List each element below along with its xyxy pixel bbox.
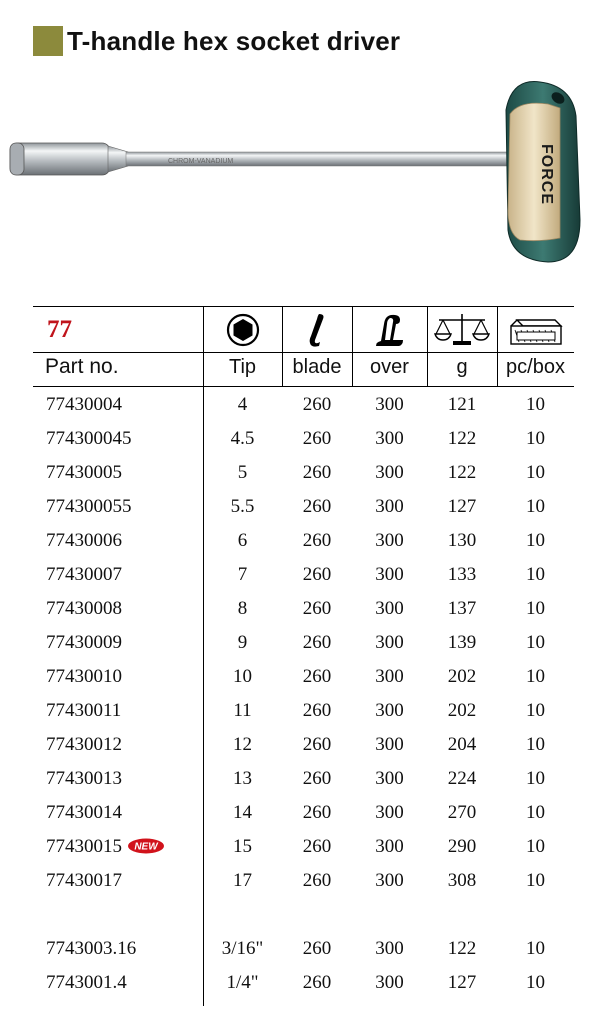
cell-pcbox: 10 bbox=[526, 700, 545, 721]
cell-part-no bbox=[46, 592, 216, 626]
table-row bbox=[33, 660, 574, 694]
part-number: 77430006 bbox=[46, 530, 122, 551]
cell-g: 133 bbox=[447, 564, 477, 585]
cell-pcbox: 10 bbox=[526, 496, 545, 517]
cell-part-no bbox=[46, 524, 216, 558]
cell-over: 300 bbox=[375, 938, 404, 959]
cell-pcbox: 10 bbox=[526, 802, 545, 823]
cell-blade: 260 bbox=[302, 394, 332, 415]
cell-tip: 4.5 bbox=[230, 428, 255, 449]
part-number: 77430015 bbox=[46, 836, 122, 857]
cell-pcbox: 10 bbox=[526, 428, 545, 449]
cell-g: 204 bbox=[447, 734, 477, 755]
table-row bbox=[33, 456, 574, 490]
cell-pcbox: 10 bbox=[526, 598, 545, 619]
cell-blade: 260 bbox=[302, 632, 332, 653]
cell-blade: 260 bbox=[302, 564, 332, 585]
part-number: 77430011 bbox=[46, 700, 122, 721]
part-number: 77430005 bbox=[46, 462, 122, 483]
table-row bbox=[33, 830, 574, 864]
cell-over: 300 bbox=[375, 802, 404, 823]
cell-tip: 12 bbox=[233, 734, 252, 755]
cell-part-no bbox=[46, 830, 216, 864]
scale-weight-icon bbox=[427, 311, 497, 349]
cell-part-no bbox=[46, 932, 216, 966]
part-number: 77430004 bbox=[46, 394, 122, 415]
part-number: 77430017 bbox=[46, 870, 122, 891]
new-badge-label: NEW bbox=[134, 841, 158, 853]
part-number: 774300055 bbox=[46, 496, 132, 517]
cell-g: 122 bbox=[447, 462, 477, 483]
header-blade: blade bbox=[292, 356, 342, 378]
table-header-rule bbox=[33, 352, 574, 353]
cell-g: 308 bbox=[447, 870, 477, 891]
cell-pcbox: 10 bbox=[526, 870, 545, 891]
cell-over: 300 bbox=[375, 394, 404, 415]
cell-g: 270 bbox=[447, 802, 477, 823]
table-row bbox=[33, 932, 574, 966]
title-row bbox=[33, 24, 400, 58]
cell-over: 300 bbox=[375, 734, 404, 755]
cell-over: 300 bbox=[375, 972, 404, 993]
part-number: 7743003.16 bbox=[46, 938, 137, 959]
cell-blade: 260 bbox=[302, 666, 332, 687]
cell-tip: 17 bbox=[233, 870, 252, 891]
header-g: g bbox=[456, 356, 468, 378]
cell-over: 300 bbox=[375, 632, 404, 653]
cell-pcbox: 10 bbox=[526, 836, 545, 857]
cell-part-no bbox=[46, 626, 216, 660]
cell-pcbox: 10 bbox=[526, 564, 545, 585]
cell-blade: 260 bbox=[302, 768, 332, 789]
table-row bbox=[33, 558, 574, 592]
header-over: over bbox=[370, 356, 409, 378]
cell-blade: 260 bbox=[302, 802, 332, 823]
cell-part-no bbox=[46, 660, 216, 694]
cell-pcbox: 10 bbox=[526, 734, 545, 755]
cell-tip: 10 bbox=[233, 666, 252, 687]
part-number: 77430009 bbox=[46, 632, 122, 653]
cell-pcbox: 10 bbox=[526, 632, 545, 653]
table-row bbox=[33, 762, 574, 796]
cell-g: 127 bbox=[447, 496, 477, 517]
cell-pcbox: 10 bbox=[526, 768, 545, 789]
cell-tip: 3/16" bbox=[221, 938, 264, 959]
cell-g: 127 bbox=[447, 972, 477, 993]
table-row bbox=[33, 864, 574, 898]
cell-pcbox: 10 bbox=[526, 938, 545, 959]
shaft-text: CHROM-VANADIUM bbox=[168, 158, 234, 165]
cell-over: 300 bbox=[375, 836, 404, 857]
table-row bbox=[33, 524, 574, 558]
cell-over: 300 bbox=[375, 428, 404, 449]
cell-g: 122 bbox=[447, 938, 477, 959]
cell-tip: 6 bbox=[237, 530, 248, 551]
part-number: 77430007 bbox=[46, 564, 122, 585]
cell-part-no bbox=[46, 388, 216, 422]
cell-tip: 8 bbox=[237, 598, 248, 619]
cell-tip: 9 bbox=[237, 632, 248, 653]
cell-pcbox: 10 bbox=[526, 394, 545, 415]
table-row bbox=[33, 796, 574, 830]
title-marker-square bbox=[33, 26, 63, 56]
cell-part-no bbox=[46, 966, 216, 1000]
cell-tip: 13 bbox=[233, 768, 252, 789]
cell-tip: 1/4" bbox=[226, 972, 259, 993]
cell-g: 139 bbox=[447, 632, 477, 653]
table-row bbox=[33, 626, 574, 660]
socket-head bbox=[10, 143, 110, 175]
table-row bbox=[33, 728, 574, 762]
cell-g: 202 bbox=[447, 700, 477, 721]
cell-pcbox: 10 bbox=[526, 462, 545, 483]
cell-pcbox: 10 bbox=[526, 530, 545, 551]
cell-g: 202 bbox=[447, 666, 477, 687]
cell-part-no bbox=[46, 762, 216, 796]
series-number: 77 bbox=[47, 316, 72, 343]
table-row bbox=[33, 490, 574, 524]
cell-g: 122 bbox=[447, 428, 477, 449]
cell-tip: 14 bbox=[233, 802, 252, 823]
cell-over: 300 bbox=[375, 530, 404, 551]
box-icon bbox=[497, 311, 574, 349]
cell-part-no bbox=[46, 422, 216, 456]
product-image-t-handle-driver bbox=[0, 70, 611, 280]
table-row bbox=[33, 388, 574, 422]
cell-blade: 260 bbox=[302, 530, 332, 551]
header-part-no: Part no. bbox=[45, 355, 119, 378]
cell-tip: 4 bbox=[237, 394, 248, 415]
cell-over: 300 bbox=[375, 564, 404, 585]
cell-blade: 260 bbox=[302, 428, 332, 449]
cell-over: 300 bbox=[375, 768, 404, 789]
cell-blade: 260 bbox=[302, 598, 332, 619]
cell-part-no bbox=[46, 558, 216, 592]
cell-part-no bbox=[46, 490, 216, 524]
cell-over: 300 bbox=[375, 462, 404, 483]
part-number: 77430012 bbox=[46, 734, 122, 755]
overall-length-icon bbox=[352, 311, 427, 349]
blade-length-icon bbox=[282, 311, 352, 349]
cell-g: 290 bbox=[447, 836, 477, 857]
header-tip: Tip bbox=[228, 356, 257, 378]
cell-g: 130 bbox=[447, 530, 477, 551]
cell-over: 300 bbox=[375, 700, 404, 721]
cell-part-no bbox=[46, 728, 216, 762]
brand-text: FORCE bbox=[538, 144, 555, 205]
cell-over: 300 bbox=[375, 870, 404, 891]
cell-blade: 260 bbox=[302, 496, 332, 517]
new-badge bbox=[127, 838, 165, 854]
table-row bbox=[33, 592, 574, 626]
cell-g: 224 bbox=[447, 768, 477, 789]
cell-blade: 260 bbox=[302, 870, 332, 891]
cell-blade: 260 bbox=[302, 938, 332, 959]
cell-tip: 15 bbox=[233, 836, 252, 857]
hexagon-icon bbox=[203, 311, 282, 349]
cell-blade: 260 bbox=[302, 836, 332, 857]
part-number: 7743001.4 bbox=[46, 972, 127, 993]
table-row bbox=[33, 966, 574, 1000]
cell-pcbox: 10 bbox=[526, 972, 545, 993]
part-number: 77430013 bbox=[46, 768, 122, 789]
cell-blade: 260 bbox=[302, 734, 332, 755]
table-row bbox=[33, 422, 574, 456]
cell-tip: 5 bbox=[237, 462, 248, 483]
table-header-bottom-rule bbox=[33, 386, 574, 387]
cell-blade: 260 bbox=[302, 700, 332, 721]
cell-blade: 260 bbox=[302, 972, 332, 993]
cell-part-no bbox=[46, 796, 216, 830]
cell-over: 300 bbox=[375, 496, 404, 517]
part-number: 77430014 bbox=[46, 802, 122, 823]
table-top-rule bbox=[33, 306, 574, 307]
cell-tip: 7 bbox=[237, 564, 248, 585]
cell-blade: 260 bbox=[302, 462, 332, 483]
part-number: 77430010 bbox=[46, 666, 122, 687]
part-number: 774300045 bbox=[46, 428, 132, 449]
cell-part-no bbox=[46, 864, 216, 898]
cell-part-no bbox=[46, 456, 216, 490]
cell-g: 137 bbox=[447, 598, 477, 619]
header-pc-box: pc/box bbox=[506, 356, 565, 378]
cell-tip: 5.5 bbox=[230, 496, 255, 517]
cell-pcbox: 10 bbox=[526, 666, 545, 687]
cell-over: 300 bbox=[375, 666, 404, 687]
part-number: 77430008 bbox=[46, 598, 122, 619]
cell-over: 300 bbox=[375, 598, 404, 619]
page-title: T-handle hex socket driver bbox=[67, 25, 401, 56]
cell-tip: 11 bbox=[233, 700, 252, 721]
cell-g: 121 bbox=[447, 394, 477, 415]
table-row bbox=[33, 694, 574, 728]
cell-part-no bbox=[46, 694, 216, 728]
